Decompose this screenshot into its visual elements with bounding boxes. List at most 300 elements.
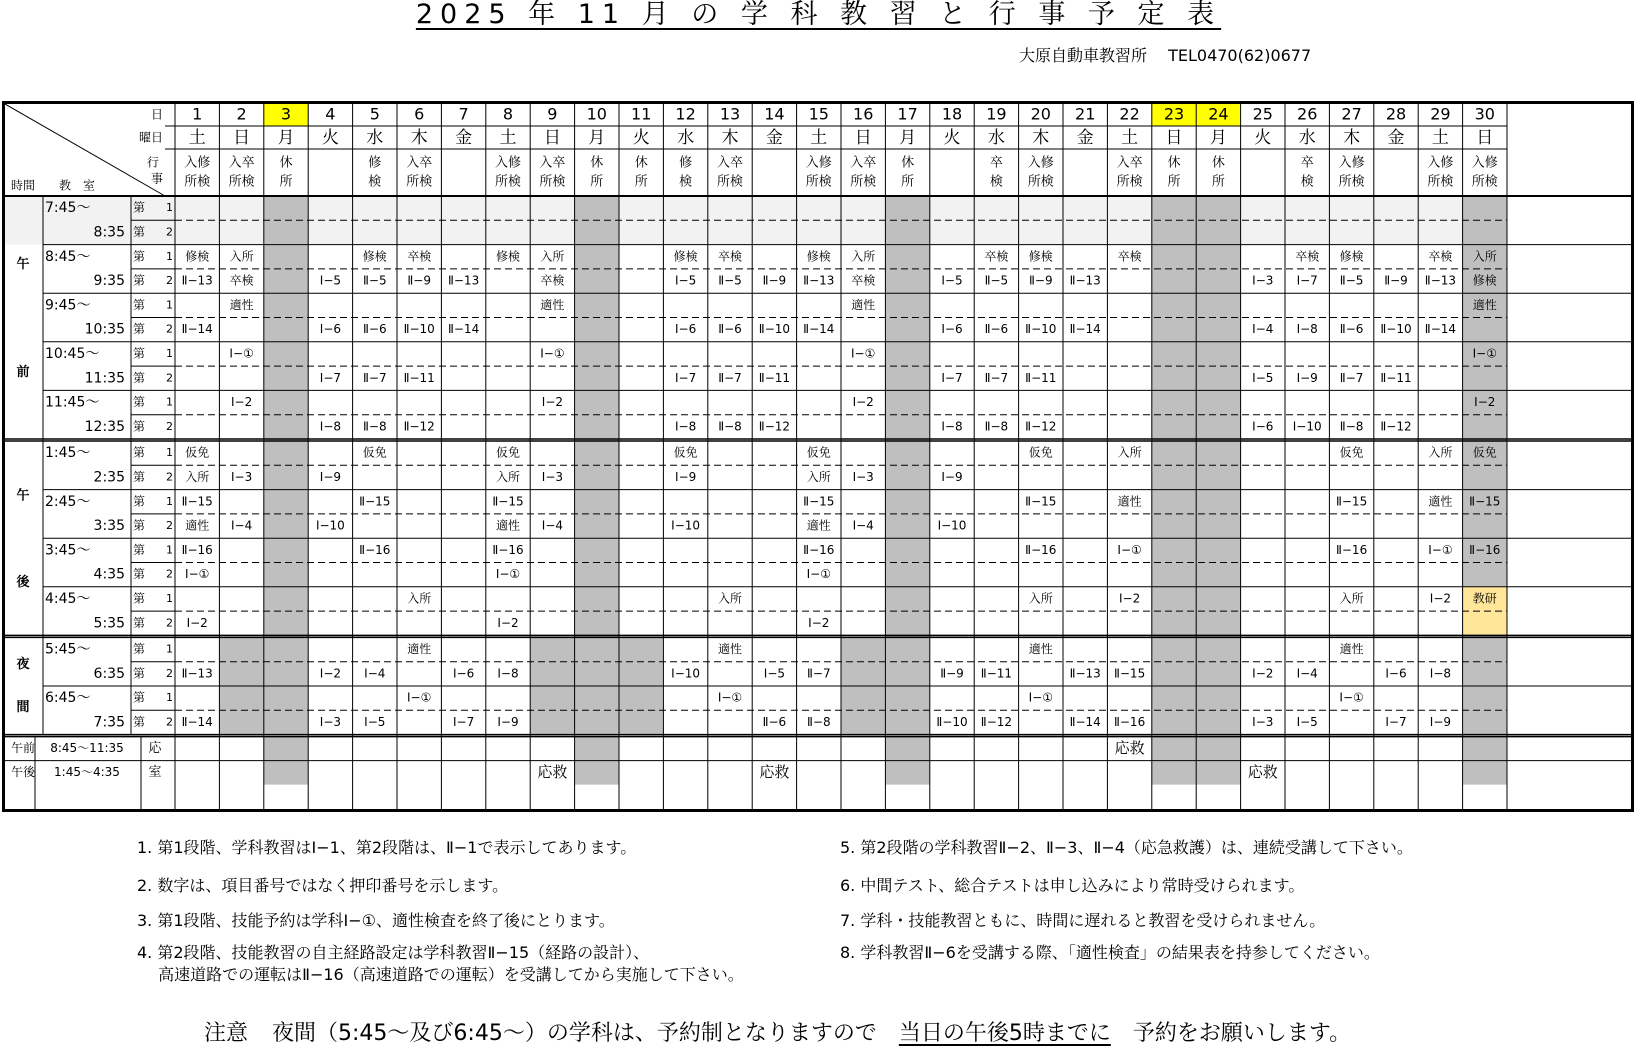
event-line2: 所検 — [1027, 174, 1054, 190]
day-number: 26 — [1297, 104, 1318, 124]
schedule-entry: Ⅱ−7 — [362, 370, 387, 385]
schedule-entry: Ⅱ−16 — [492, 542, 524, 557]
slot-end: 10:35 — [84, 321, 125, 338]
aid-period: 午後 — [10, 765, 36, 780]
event-line2: 所検 — [1116, 174, 1143, 190]
schedule-entry: Ⅱ−14 — [447, 322, 480, 337]
corner-day: 日 — [150, 107, 164, 122]
weekday: 水 — [987, 128, 1005, 148]
schedule-entry: Ⅱ−8 — [718, 419, 742, 434]
room-num: 2 — [166, 419, 173, 433]
weekday: 土 — [1431, 128, 1449, 148]
schedule-entry: 入所 — [540, 249, 565, 264]
schedule-entry: Ⅰ−10 — [671, 666, 701, 681]
schedule-entry: 修検 — [673, 249, 698, 264]
day-number: 11 — [631, 104, 652, 124]
room-label: 第 — [133, 346, 146, 361]
event-line1: 修 — [368, 155, 382, 171]
corner-time: 時間 — [10, 178, 36, 193]
schedule-entry: 入所 — [1472, 249, 1497, 264]
schedule-entry: 修検 — [806, 249, 831, 264]
slot-end: 6:35 — [93, 665, 125, 682]
schedule-entry: Ⅱ−12 — [1380, 419, 1412, 434]
caution-tail: 予約をお願いします。 — [1132, 1021, 1352, 1046]
slot-start: 7:45〜 — [45, 200, 91, 217]
schedule-entry: Ⅱ−13 — [447, 273, 480, 288]
room-label: 第 — [133, 224, 146, 239]
event-line2: 所 — [1167, 174, 1181, 190]
schedule-entry: Ⅰ−① — [540, 346, 565, 361]
day-number: 8 — [502, 104, 514, 124]
caution-note — [204, 1016, 1351, 1047]
section-label: 夜 — [16, 657, 30, 673]
schedule-entry: Ⅰ−① — [229, 346, 254, 361]
room-num: 1 — [166, 346, 173, 360]
schedule-entry: Ⅰ−5 — [1296, 714, 1318, 729]
day-number: 24 — [1208, 104, 1229, 124]
schedule-entry: Ⅱ−7 — [984, 370, 1009, 385]
schedule-entry: Ⅱ−14 — [1424, 322, 1457, 337]
schedule-entry: Ⅰ−2 — [1118, 591, 1141, 606]
slot-start: 2:45〜 — [45, 493, 91, 510]
schedule-entry: Ⅰ−① — [1117, 542, 1142, 557]
room-label: 第 — [133, 714, 146, 729]
schedule-entry: 仮免 — [673, 445, 698, 460]
schedule-entry: Ⅰ−5 — [1252, 370, 1274, 385]
day-number: 21 — [1075, 104, 1096, 124]
slot-start: 6:45〜 — [45, 690, 91, 707]
first-aid-entry: 応救 — [537, 763, 568, 782]
schedule-entry: 適性 — [1472, 297, 1497, 312]
slot-start: 3:45〜 — [45, 542, 91, 559]
schedule-entry: Ⅱ−15 — [1113, 666, 1146, 681]
schedule-entry: Ⅰ−8 — [674, 419, 697, 434]
schedule-entry: 入所 — [229, 249, 254, 264]
schedule-entry: Ⅰ−5 — [364, 714, 386, 729]
weekday: 金 — [765, 128, 783, 148]
weekday: 日 — [233, 128, 251, 148]
weekday: 月 — [1209, 128, 1227, 148]
note-3: 3. 第1段階、技能予約は学科Ⅰ−①、適性検査を終了後にとります。 — [137, 911, 615, 930]
schedule-entry: Ⅱ−11 — [980, 666, 1013, 681]
aid-time: 8:45〜11:35 — [50, 741, 124, 756]
schedule-entry: 入所 — [717, 591, 743, 606]
room-label: 第 — [133, 518, 146, 533]
schedule-entry: Ⅰ−8 — [497, 666, 519, 681]
first-aid-entry: 応救 — [1247, 763, 1278, 782]
section-label: 午 — [16, 257, 30, 273]
weekday: 土 — [188, 128, 206, 148]
schedule-entry: Ⅰ−9 — [497, 714, 519, 729]
schedule-entry: Ⅰ−2 — [319, 666, 342, 681]
weekday: 土 — [499, 128, 517, 148]
day-number: 13 — [719, 104, 741, 124]
schedule-entry: Ⅰ−7 — [1296, 273, 1318, 288]
schedule-entry: Ⅱ−13 — [803, 273, 835, 288]
slot-end: 9:35 — [93, 273, 125, 290]
room-num: 2 — [166, 715, 173, 729]
slot-start: 8:45〜 — [45, 248, 91, 265]
aid-room: 応 — [148, 741, 162, 757]
schedule-entry: Ⅰ−6 — [319, 322, 342, 337]
schedule-entry: Ⅰ−10 — [315, 518, 345, 533]
schedule-entry: Ⅰ−9 — [674, 469, 697, 484]
schedule-entry: Ⅰ−8 — [1429, 666, 1452, 681]
schedule-entry: 修検 — [1339, 249, 1364, 264]
event-line1: 入卒 — [850, 155, 877, 171]
weekday: 火 — [321, 128, 339, 148]
schedule-entry: Ⅰ−2 — [1429, 591, 1452, 606]
room-label: 第 — [133, 297, 146, 312]
event-line2: 所 — [590, 174, 604, 190]
section-label: 間 — [16, 699, 30, 715]
room-num: 2 — [166, 322, 173, 336]
slot-end: 7:35 — [93, 714, 125, 731]
schedule-entry: Ⅰ−4 — [852, 518, 874, 533]
weekday: 金 — [455, 128, 473, 148]
schedule-entry: 適性 — [1428, 494, 1453, 509]
event-line2: 所検 — [494, 174, 522, 190]
schedule-entry: 仮免 — [362, 445, 387, 460]
schedule-entry: Ⅰ−2 — [1252, 666, 1274, 681]
schedule-entry: Ⅱ−5 — [984, 273, 1009, 288]
schedule-entry: Ⅱ−9 — [407, 273, 432, 288]
aid-room: 室 — [148, 765, 162, 781]
notes-left — [137, 837, 744, 986]
caution-body: 夜間（5:45〜及び6:45〜）の学科は、予約制となりますので — [272, 1021, 877, 1046]
schedule-entry: 入所 — [1339, 591, 1364, 606]
day-number: 23 — [1163, 104, 1185, 124]
note-2: 2. 数字は、項目番号ではなく押印番号を示します。 — [137, 876, 509, 895]
room-label: 第 — [133, 615, 146, 630]
schedule-entry: Ⅰ−10 — [937, 518, 967, 533]
schedule-entry: Ⅱ−16 — [1113, 714, 1146, 729]
room-num: 2 — [166, 616, 173, 630]
schedule-entry: 卒検 — [1428, 249, 1453, 264]
aid-time: 1:45〜4:35 — [54, 765, 120, 780]
schedule-entry: Ⅰ−8 — [319, 419, 342, 434]
day-number: 9 — [547, 104, 558, 124]
schedule-entry: 卒検 — [851, 273, 876, 288]
schedule-entry: 修検 — [1472, 273, 1497, 288]
weekday: 金 — [1076, 128, 1094, 148]
schedule-entry: 適性 — [407, 642, 432, 657]
schedule-entry: Ⅱ−8 — [806, 714, 831, 729]
room-num: 2 — [166, 666, 173, 680]
day-number: 16 — [853, 104, 874, 124]
schedule-entry: 適性 — [1117, 494, 1142, 509]
schedule-entry: Ⅰ−① — [1472, 346, 1497, 361]
weekday: 木 — [1032, 128, 1050, 148]
schedule-entry: Ⅰ−10 — [671, 518, 701, 533]
schedule-entry: Ⅱ−13 — [1424, 273, 1457, 288]
schedule-entry: Ⅱ−15 — [1335, 494, 1368, 509]
schedule-entry: Ⅰ−4 — [364, 666, 386, 681]
event-line1: 入修 — [1027, 155, 1054, 171]
schedule-entry: Ⅰ−10 — [1292, 419, 1322, 434]
day-number: 25 — [1252, 104, 1273, 124]
event-line2: 検 — [1300, 174, 1314, 190]
weekday: 月 — [588, 128, 606, 148]
schedule-entry: 仮免 — [1472, 445, 1497, 460]
day-number: 27 — [1341, 104, 1362, 124]
room-num: 1 — [166, 201, 173, 215]
event-line1: 休 — [279, 155, 293, 171]
event-line2: 所 — [279, 174, 293, 190]
schedule-entry: Ⅱ−16 — [359, 542, 391, 557]
schedule-entry: Ⅱ−15 — [1469, 494, 1501, 509]
schedule-entry: 卒検 — [540, 273, 565, 288]
note-4: 4. 第2段階、技能教習の自主経路設定は学科教習Ⅱ−15（経路の設計）、 — [137, 943, 650, 962]
day-number: 30 — [1474, 104, 1495, 124]
event-line2: 所検 — [805, 174, 832, 190]
event-line2: 所検 — [1471, 174, 1498, 190]
page-title: 2025 年 11 月 の 学 科 教 習 と 行 事 予 定 表 — [415, 0, 1222, 30]
schedule-entry: 入所 — [185, 469, 210, 484]
schedule-entry: Ⅱ−15 — [359, 494, 391, 509]
day-number: 19 — [986, 104, 1007, 124]
section-label: 後 — [16, 574, 30, 590]
day-number: 12 — [675, 104, 696, 124]
schedule-entry: Ⅰ−5 — [319, 273, 342, 288]
caution-head: 注意 — [204, 1021, 249, 1046]
weekday: 水 — [1298, 128, 1316, 148]
weekday: 火 — [943, 128, 961, 148]
schedule-entry: Ⅰ−6 — [452, 666, 475, 681]
room-num: 2 — [166, 470, 173, 484]
notes-right — [840, 837, 1413, 964]
schedule-entry: 入所 — [851, 249, 876, 264]
schedule-entry: 入所 — [806, 469, 831, 484]
schedule-entry: Ⅰ−① — [717, 690, 743, 705]
schedule-entry: 入所 — [495, 469, 521, 484]
schedule-entry: Ⅰ−① — [185, 567, 210, 582]
day-number: 6 — [414, 104, 425, 124]
first-aid-entry: 応救 — [1114, 739, 1145, 758]
schedule-entry: Ⅰ−① — [806, 567, 831, 582]
corner-weekday: 曜日 — [138, 130, 164, 145]
slot-end: 4:35 — [93, 566, 125, 583]
schedule-entry: 適性 — [185, 518, 210, 533]
slot-start: 5:45〜 — [45, 641, 91, 658]
schedule-entry: Ⅰ−3 — [541, 469, 564, 484]
schedule-entry: 適性 — [229, 297, 254, 312]
day-number: 20 — [1030, 104, 1051, 124]
schedule-entry: Ⅰ−7 — [674, 370, 697, 385]
room-num: 1 — [166, 298, 173, 312]
schedule-entry: 卒検 — [1117, 249, 1142, 264]
room-label: 第 — [133, 642, 146, 657]
day-number: 15 — [808, 104, 829, 124]
schedule-entry: Ⅱ−6 — [762, 714, 787, 729]
weekday: 土 — [810, 128, 828, 148]
schedule-entry: Ⅱ−10 — [403, 322, 435, 337]
schedule-entry: Ⅰ−① — [1428, 542, 1453, 557]
schedule-entry: 卒検 — [407, 249, 432, 264]
schedule-entry: Ⅱ−14 — [803, 322, 835, 337]
school-contact: 大原自動車教習所 TEL0470(62)0677 — [1019, 46, 1312, 65]
schedule-entry: Ⅱ−5 — [362, 273, 387, 288]
schedule-entry: Ⅰ−6 — [674, 322, 697, 337]
slot-end: 3:35 — [93, 518, 125, 535]
schedule-entry: Ⅱ−16 — [1335, 542, 1368, 557]
slot-end: 5:35 — [93, 615, 125, 632]
schedule-entry: Ⅰ−5 — [941, 273, 963, 288]
schedule-entry: Ⅱ−8 — [984, 419, 1009, 434]
schedule-entry: Ⅱ−12 — [403, 419, 435, 434]
event-line1: 入修 — [805, 155, 832, 171]
event-line1: 入卒 — [1116, 155, 1143, 171]
first-aid-entry: 応救 — [759, 763, 790, 782]
schedule-entry: Ⅱ−10 — [936, 714, 968, 729]
schedule-entry: Ⅰ−① — [1028, 690, 1053, 705]
schedule-entry: 仮免 — [1339, 445, 1364, 460]
note-8: 8. 学科教習Ⅱ−6を受講する際、「適性検査」の結果表を持参してください。 — [840, 943, 1380, 962]
room-label: 第 — [133, 494, 146, 509]
day-number: 22 — [1119, 104, 1140, 124]
schedule-entry: Ⅱ−11 — [758, 370, 791, 385]
event-line2: 所検 — [1338, 174, 1365, 190]
room-num: 1 — [166, 494, 173, 508]
event-line1: 入修 — [1427, 155, 1454, 171]
event-line1: 入卒 — [228, 155, 255, 171]
schedule-entry: Ⅰ−3 — [852, 469, 874, 484]
schedule-entry: Ⅰ−3 — [1252, 273, 1274, 288]
event-line2: 所 — [901, 174, 915, 190]
schedule-entry: Ⅱ−9 — [762, 273, 787, 288]
event-line1: 入修 — [184, 155, 211, 171]
room-label: 第 — [133, 469, 146, 484]
schedule-entry: Ⅰ−2 — [808, 615, 830, 630]
schedule-entry: Ⅱ−7 — [806, 666, 831, 681]
room-num: 1 — [166, 642, 173, 656]
schedule-entry: 教研 — [1472, 591, 1497, 606]
event-line1: 休 — [1167, 155, 1181, 171]
schedule-entry: Ⅰ−3 — [319, 714, 342, 729]
weekday: 日 — [543, 128, 561, 148]
schedule-entry: Ⅱ−11 — [403, 370, 435, 385]
corner-event-1: 行 — [146, 155, 160, 170]
schedule-entry: Ⅱ−6 — [718, 322, 742, 337]
schedule-entry: Ⅱ−13 — [1069, 666, 1101, 681]
schedule-grid — [5, 104, 1631, 809]
weekday: 火 — [1254, 128, 1272, 148]
schedule-entry: 適性 — [495, 518, 521, 533]
schedule-entry: Ⅰ−7 — [319, 370, 342, 385]
room-label: 第 — [133, 542, 146, 557]
schedule-entry: Ⅱ−15 — [803, 494, 835, 509]
schedule-entry: Ⅱ−16 — [803, 542, 835, 557]
schedule-entry: 入所 — [1028, 591, 1053, 606]
event-line2: 検 — [679, 174, 693, 190]
schedule-entry: 適性 — [851, 297, 876, 312]
weekday: 金 — [1387, 128, 1405, 148]
aid-period: 午前 — [10, 741, 36, 756]
event-line2: 所 — [634, 174, 648, 190]
weekday: 火 — [632, 128, 650, 148]
event-line1: 入修 — [1338, 155, 1365, 171]
schedule-entry: Ⅱ−13 — [1069, 273, 1101, 288]
schedule-entry: Ⅰ−2 — [852, 395, 874, 410]
slot-start: 1:45〜 — [45, 445, 91, 462]
schedule-entry: Ⅱ−14 — [181, 322, 213, 337]
schedule-entry: Ⅰ−7 — [941, 370, 963, 385]
schedule-entry: Ⅰ−2 — [1474, 395, 1496, 410]
schedule-entry: Ⅰ−① — [851, 346, 876, 361]
weekday: 木 — [1343, 128, 1361, 148]
event-line1: 休 — [590, 155, 604, 171]
slot-end: 8:35 — [93, 224, 125, 241]
room-label: 第 — [133, 419, 146, 434]
schedule-entry: Ⅰ−4 — [230, 518, 253, 533]
slot-end: 11:35 — [84, 370, 125, 387]
room-num: 2 — [166, 274, 173, 288]
weekday: 月 — [899, 128, 917, 148]
schedule-entry: Ⅱ−12 — [1025, 419, 1057, 434]
schedule-entry: Ⅱ−6 — [984, 322, 1009, 337]
schedule-entry: 仮免 — [806, 445, 831, 460]
event-line1: 入修 — [1471, 155, 1498, 171]
schedule-entry: Ⅰ−5 — [674, 273, 697, 288]
room-label: 第 — [133, 322, 146, 337]
schedule-entry: Ⅰ−5 — [763, 666, 786, 681]
event-line2: 所検 — [406, 174, 433, 190]
event-line2: 所検 — [850, 174, 877, 190]
schedule-entry: Ⅰ−4 — [541, 518, 564, 533]
schedule-entry: Ⅰ−6 — [1252, 419, 1274, 434]
schedule-entry: Ⅰ−6 — [941, 322, 963, 337]
room-label: 第 — [133, 666, 146, 681]
slot-start: 4:45〜 — [45, 590, 91, 607]
schedule-entry: Ⅰ−2 — [497, 615, 519, 630]
schedule-entry: 修検 — [495, 249, 521, 264]
corner-event-2: 事 — [150, 171, 164, 186]
schedule-entry: Ⅱ−5 — [1339, 273, 1364, 288]
schedule-entry: Ⅱ−11 — [1380, 370, 1412, 385]
schedule-entry: Ⅱ−16 — [1025, 542, 1057, 557]
section-label: 午 — [16, 488, 30, 504]
schedule-entry: Ⅰ−9 — [1429, 714, 1452, 729]
schedule-entry: Ⅱ−14 — [1069, 714, 1101, 729]
weekday: 水 — [677, 128, 695, 148]
schedule-entry: Ⅰ−7 — [1385, 714, 1407, 729]
schedule-entry: Ⅱ−10 — [1025, 322, 1057, 337]
room-num: 2 — [166, 371, 173, 385]
schedule-entry: Ⅱ−8 — [362, 419, 387, 434]
day-number: 18 — [941, 104, 963, 124]
schedule-entry: Ⅱ−15 — [492, 494, 524, 509]
event-line1: 休 — [901, 155, 915, 171]
schedule-entry: 入所 — [1428, 445, 1453, 460]
schedule-entry: Ⅱ−15 — [181, 494, 213, 509]
schedule-entry: Ⅰ−8 — [941, 419, 963, 434]
schedule-entry: 適性 — [540, 297, 565, 312]
schedule-entry: Ⅰ−7 — [452, 714, 475, 729]
schedule-entry: Ⅱ−6 — [362, 322, 387, 337]
schedule-table — [2, 101, 1634, 812]
schedule-grid-svg — [5, 104, 1631, 809]
note-4-cont: 高速道路での運転はⅡ−16（高速道路での運転）を受講してから実施して下さい。 — [137, 965, 744, 984]
schedule-entry: Ⅱ−7 — [718, 370, 742, 385]
day-number: 3 — [280, 104, 292, 124]
schedule-entry: Ⅱ−6 — [1339, 322, 1364, 337]
room-num: 2 — [166, 519, 173, 533]
schedule-entry: 卒検 — [984, 249, 1009, 264]
day-number: 28 — [1385, 104, 1407, 124]
event-line2: 所検 — [1427, 174, 1454, 190]
weekday: 水 — [366, 128, 384, 148]
schedule-entry: Ⅰ−4 — [1252, 322, 1274, 337]
